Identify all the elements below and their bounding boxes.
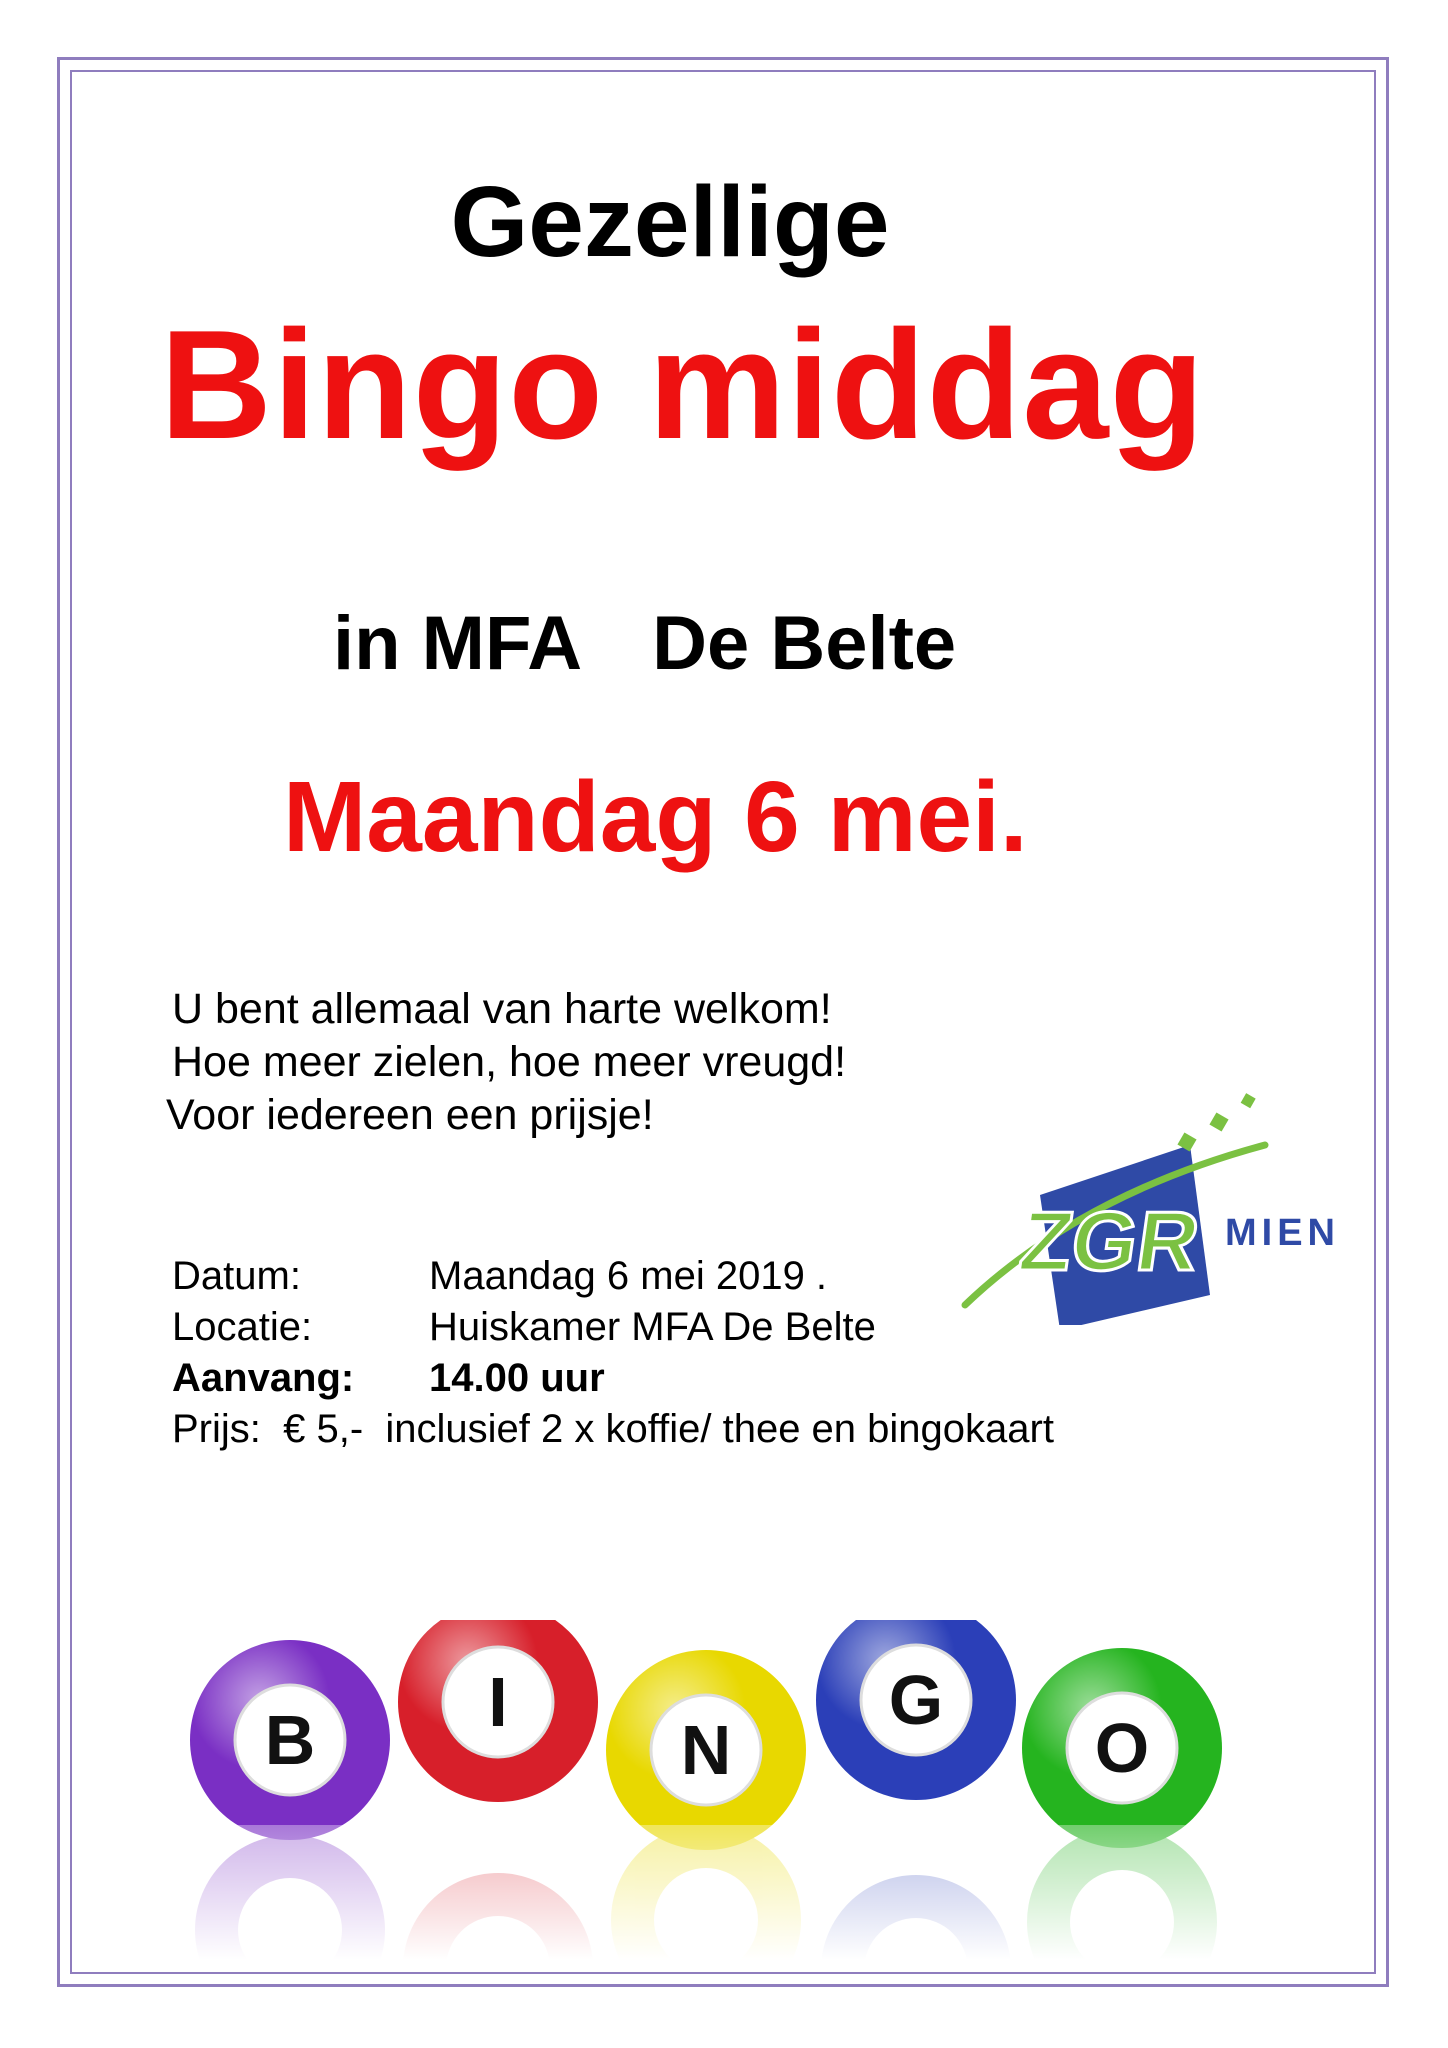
detail-row-locatie [172, 1302, 1054, 1353]
title-line-1: Gezellige [450, 166, 890, 278]
datum-value: Maandag 6 mei 2019 . [429, 1254, 828, 1298]
prijs-line: Prijs: € 5,- inclusief 2 x koffie/ thee en bingokaart [172, 1407, 1054, 1451]
reflection-fade [170, 1825, 1320, 1960]
ball-letter: G [888, 1661, 944, 1739]
logo-suffix-text: MIEN [1225, 1212, 1340, 1254]
bingo-ball [398, 1620, 598, 1802]
intro-line: Voor iedereen een prijsje! [166, 1091, 654, 1139]
detail-row-datum [172, 1251, 1054, 1302]
intro-text [166, 983, 847, 1142]
bingo-ball [1022, 1648, 1222, 1848]
date-headline: Maandag 6 mei. [283, 761, 1028, 873]
event-details [172, 1251, 1054, 1455]
location-heading [333, 600, 956, 687]
datum-label: Datum: [172, 1254, 301, 1298]
ball-letter: I [488, 1663, 508, 1741]
location-part-1: in MFA [333, 601, 583, 686]
aanvang-value: 14.00 uur [429, 1356, 605, 1400]
bingo-ball [606, 1650, 806, 1850]
logo-square [1209, 1112, 1228, 1131]
ball-letter: B [264, 1701, 316, 1779]
zgr-mien-logo [960, 1085, 1360, 1325]
locatie-label: Locatie: [172, 1305, 313, 1349]
bingo-ball [190, 1640, 390, 1840]
location-part-2: De Belte [652, 601, 957, 686]
locatie-value: Huiskamer MFA De Belte [429, 1305, 876, 1349]
aanvang-label: Aanvang: [172, 1356, 355, 1400]
logo-main-text: ZGR [1014, 1194, 1205, 1288]
detail-row-aanvang [172, 1353, 1054, 1404]
bingo-ball [816, 1620, 1016, 1800]
intro-line: Hoe meer zielen, hoe meer vreugd! [172, 1038, 847, 1086]
intro-line: U bent allemaal van harte welkom! [172, 985, 832, 1033]
bingo-balls-illustration [170, 1620, 1320, 1960]
title-line-2: Bingo middag [160, 298, 1206, 471]
ball-letter: O [1094, 1709, 1150, 1787]
logo-square [1241, 1093, 1256, 1108]
ball-letter: N [680, 1711, 732, 1789]
detail-row-prijs [172, 1404, 1054, 1455]
